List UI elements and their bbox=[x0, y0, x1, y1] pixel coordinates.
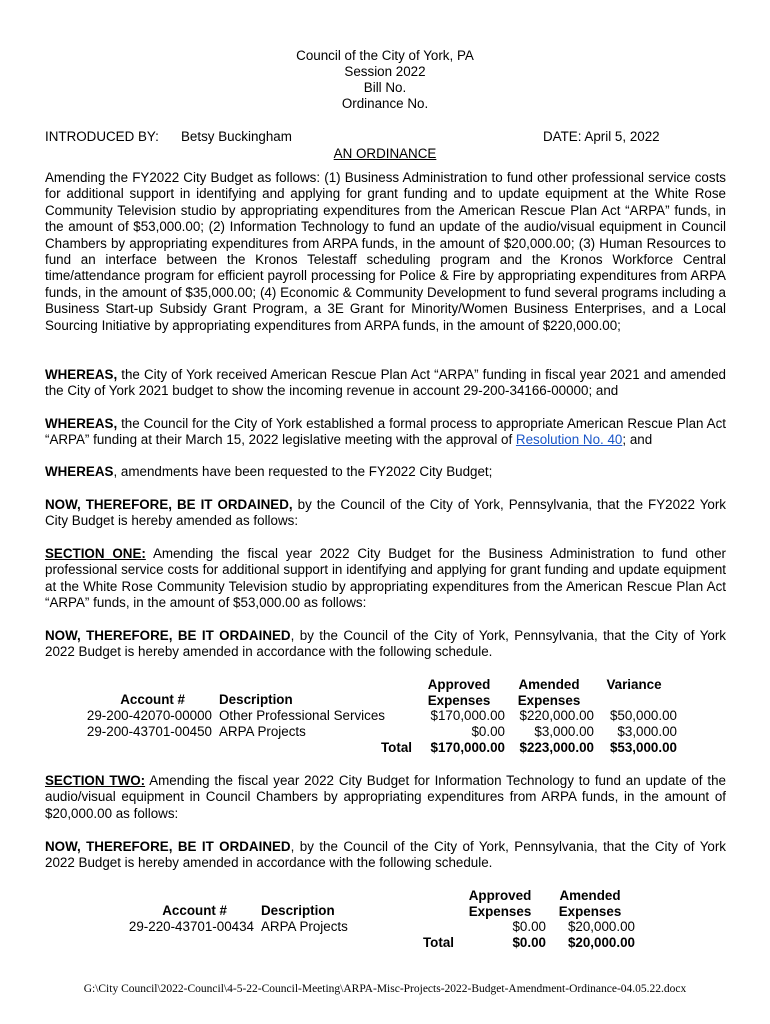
introduced-by-name: Betsy Buckingham bbox=[181, 129, 292, 144]
council-title: Council of the City of York, PA bbox=[296, 48, 474, 63]
ordained-clause-1 bbox=[45, 497, 726, 530]
table1-header-expenses: Expenses bbox=[517, 693, 581, 708]
row-account: 29-200-43701-00450 bbox=[86, 724, 212, 739]
whereas-lead: WHEREAS, bbox=[45, 416, 118, 431]
session-line: Session 2022 bbox=[344, 64, 426, 79]
introduced-by-label: INTRODUCED BY: bbox=[45, 129, 159, 144]
ordained-text: , by the Council of the City of York, Pennsylvania, that the City of York 2022 Budget is hereby amended in accordance with the following schedule. bbox=[45, 839, 727, 871]
whereas-clause-3 bbox=[45, 464, 726, 480]
whereas-lead: WHEREAS, bbox=[45, 367, 118, 382]
ordinance-number: Ordinance No. bbox=[341, 96, 429, 111]
row-approved: $0.00 bbox=[471, 724, 505, 739]
row-variance: $50,000.00 bbox=[609, 708, 677, 723]
ordinance-date: DATE: April 5, 2022 bbox=[543, 129, 660, 144]
row-description: ARPA Projects bbox=[261, 919, 348, 934]
row-approved: $170,000.00 bbox=[430, 708, 505, 723]
section-one-text: Amending the fiscal year 2022 City Budget for the Business Administration to fund other professional service costs for additional support in identifying and applying for grant funding and update equipment at the White Rose Community Television studio by appropriating expenditures from the American Rescue Plan Act “ARPA” funds, in the amount of $53,000.00 as follows: bbox=[45, 546, 726, 611]
ordinance-summary: Amending the FY2022 City Budget as follows: (1) Business Administration to fund other professional service costs for additional support in identifying and applying for grant funding and to update equipment at the White Rose Community Television studio by appropriating expenditures from the American Rescue Plan Act “ARPA” funds, in the amount of $53,000.00; (2) Information Technology to fund an update of the audio/visual equipment in Council Chambers by appropriating expenditures from ARPA funds, in the amount of $20,000.00; (3) Human Resources to fund an interface between the Kronos Telestaff scheduling program and the Kronos Workforce Central time/attendance program for efficient payroll processing for Police & Fire by appropriating expenditures from ARPA funds, in the amount of $35,000.00; (4) Economic & Community Development to fund several programs including a Business Start-up Subsidy Grant Program, a 3E Grant for Minority/Women Business Enterprises, and a Local Sourcing Initiative by appropriating expenditures from ARPA funds, in the amount of $220,000.00; bbox=[45, 170, 726, 333]
row-amended: $3,000.00 bbox=[534, 724, 594, 739]
ordained-text: by the Council of the City of York, Pennsylvania, that the FY2022 York City Budget is hereby amended as follows: bbox=[45, 497, 727, 529]
whereas-clause-1 bbox=[45, 367, 726, 400]
table1-header-expenses: Expenses bbox=[427, 693, 491, 708]
table2-header-account: Account # bbox=[162, 903, 227, 918]
whereas-clause-2 bbox=[45, 416, 726, 449]
ordained-lead: NOW, THEREFORE, BE IT ORDAINED, bbox=[45, 497, 293, 512]
total-variance: $53,000.00 bbox=[609, 740, 677, 755]
whereas-tail: ; and bbox=[622, 432, 653, 448]
row-description: ARPA Projects bbox=[219, 724, 306, 739]
table1-header-description: Description bbox=[219, 692, 293, 707]
ordained-lead: NOW, THEREFORE, BE IT ORDAINED bbox=[45, 628, 291, 643]
whereas-text: the Council for the City of York established a formal process to appropriate American Rescue Plan Act “ARPA” funding at their March 15, 2022 legislative meeting with the approval of bbox=[45, 416, 726, 448]
total-label: Total bbox=[423, 935, 454, 950]
row-amended: $220,000.00 bbox=[519, 708, 594, 723]
table2-header-expenses: Expenses bbox=[558, 904, 622, 919]
total-amended: $20,000.00 bbox=[567, 935, 635, 950]
ordained-lead: NOW, THEREFORE, BE IT ORDAINED bbox=[45, 839, 291, 854]
total-approved: $170,000.00 bbox=[430, 740, 505, 755]
row-approved: $0.00 bbox=[512, 919, 546, 934]
ordained-text: , by the Council of the City of York, Pennsylvania, that the City of York 2022 Budget is hereby amended in accordance with the following schedule. bbox=[45, 628, 727, 660]
bill-number: Bill No. bbox=[363, 80, 407, 95]
section-two-text: Amending the fiscal year 2022 City Budget for Information Technology to fund an update of the audio/visual equipment in Council Chambers by appropriating expenditures from ARPA funds, in the amount of $20,000.00 as follows: bbox=[45, 773, 726, 821]
total-amended: $223,000.00 bbox=[519, 740, 594, 755]
whereas-text: , amendments have been requested to the FY2022 City Budget; bbox=[113, 464, 493, 479]
section-one-lead: SECTION ONE: bbox=[45, 546, 146, 561]
total-approved: $0.00 bbox=[512, 935, 546, 950]
section-two-lead: SECTION TWO: bbox=[45, 773, 146, 788]
table1-header-account: Account # bbox=[120, 692, 185, 707]
row-account: 29-220-43701-00434 bbox=[128, 919, 254, 934]
table2-header-approved: Approved bbox=[468, 888, 532, 903]
section-two bbox=[45, 773, 726, 822]
document-file-path: G:\City Council\2022-Council\4-5-22-Council-Meeting\ARPA-Misc-Projects-2022-Budget-Amendment-Ordinance-04.05.22.docx bbox=[83, 983, 687, 995]
whereas-lead: WHEREAS bbox=[45, 464, 114, 479]
table1-header-variance: Variance bbox=[606, 677, 662, 692]
table1-header-amended: Amended bbox=[518, 677, 580, 692]
table2-header-expenses: Expenses bbox=[468, 904, 532, 919]
row-description: Other Professional Services bbox=[219, 708, 385, 723]
ordained-clause-2 bbox=[45, 628, 726, 661]
table1-header-approved: Approved bbox=[427, 677, 491, 692]
whereas-text: the City of York received American Rescue Plan Act “ARPA” funding in fiscal year 2021 and amended the City of York 2021 budget to show the incoming revenue in account 29-200-34166-00000; and bbox=[45, 367, 726, 399]
section-one bbox=[45, 546, 726, 612]
total-label: Total bbox=[381, 740, 412, 755]
row-variance: $3,000.00 bbox=[617, 724, 677, 739]
resolution-link[interactable]: Resolution No. 40 bbox=[515, 432, 623, 448]
row-amended: $20,000.00 bbox=[567, 919, 635, 934]
row-account: 29-200-42070-00000 bbox=[86, 708, 212, 723]
table2-header-description: Description bbox=[261, 903, 335, 918]
ordinance-heading: AN ORDINANCE bbox=[333, 146, 437, 161]
ordained-clause-3 bbox=[45, 839, 726, 872]
table2-header-amended: Amended bbox=[559, 888, 621, 903]
